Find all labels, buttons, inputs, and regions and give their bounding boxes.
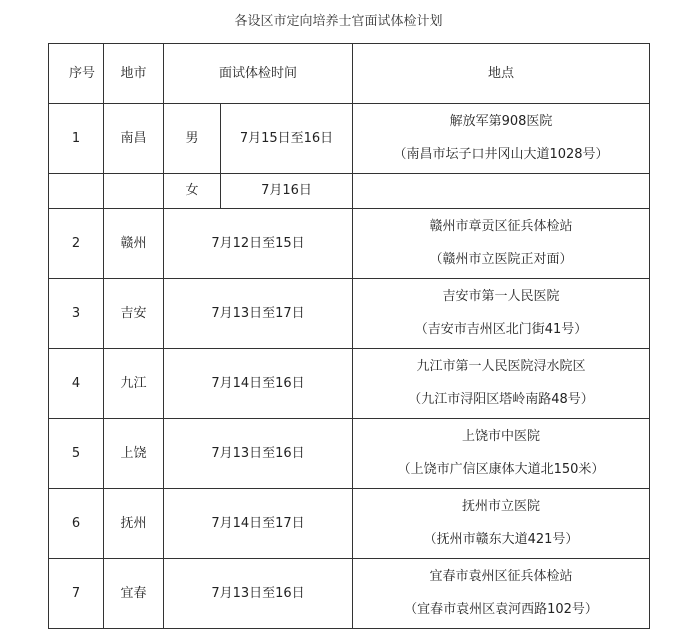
row-location — [353, 279, 650, 349]
header-index: 序号 — [49, 44, 104, 104]
row-location — [353, 349, 650, 419]
location-address: （吉安市吉州区北门街41号） — [414, 322, 588, 337]
table-row — [49, 419, 650, 489]
table-row-nanchang-male — [49, 104, 650, 174]
table-row — [49, 489, 650, 559]
location-name: 赣州市章贡区征兵体检站 — [429, 219, 573, 234]
row-location — [353, 489, 650, 559]
row-city: 吉安 — [104, 279, 164, 349]
row-index: 2 — [49, 209, 104, 279]
location-name: 上饶市中医院 — [461, 429, 540, 444]
header-time: 面试体检时间 — [164, 44, 353, 104]
location-name: 吉安市第一人民医院 — [442, 289, 560, 304]
row-index: 3 — [49, 279, 104, 349]
row-index: 6 — [49, 489, 104, 559]
row-city: 南昌 — [104, 104, 164, 174]
row-time: 7月14日至17日 — [164, 489, 353, 559]
header-city: 地市 — [104, 44, 164, 104]
row-time: 7月13日至16日 — [164, 559, 353, 629]
location-address: （南昌市坛子口井冈山大道1028号） — [393, 147, 609, 162]
location-name: 抚州市立医院 — [461, 499, 540, 514]
location-name: 解放军第908医院 — [449, 114, 553, 129]
row-location — [353, 559, 650, 629]
table-row-nanchang-female — [49, 174, 650, 209]
empty-cell — [104, 174, 164, 209]
location-name: 九江市第一人民医院浔水院区 — [416, 359, 586, 374]
female-time: 7月16日 — [221, 174, 353, 209]
table-row — [49, 349, 650, 419]
empty-cell — [49, 174, 104, 209]
row-time: 7月13日至17日 — [164, 279, 353, 349]
location-address: （九江市浔阳区塔岭南路48号） — [408, 392, 594, 407]
location-address: （赣州市立医院正对面） — [429, 252, 573, 267]
row-city: 上饶 — [104, 419, 164, 489]
male-time: 7月15日至16日 — [221, 104, 353, 174]
male-label: 男 — [164, 104, 221, 174]
location-name: 宜春市袁州区征兵体检站 — [429, 569, 573, 584]
row-location — [353, 209, 650, 279]
location-address: （宜春市袁州区袁河西路102号） — [404, 602, 598, 617]
page-title: 各设区市定向培养士官面试体检计划 — [234, 14, 443, 29]
row-index: 7 — [49, 559, 104, 629]
location-address: （抚州市赣东大道421号） — [423, 532, 579, 547]
schedule-table — [48, 43, 650, 629]
table-row — [49, 279, 650, 349]
female-label: 女 — [164, 174, 221, 209]
row-time: 7月14日至16日 — [164, 349, 353, 419]
row-time: 7月13日至16日 — [164, 419, 353, 489]
row-time: 7月12日至15日 — [164, 209, 353, 279]
row-location — [353, 419, 650, 489]
table-row — [49, 209, 650, 279]
row-index: 5 — [49, 419, 104, 489]
row-city: 宜春 — [104, 559, 164, 629]
row-index: 4 — [49, 349, 104, 419]
row-index: 1 — [49, 104, 104, 174]
row-city: 九江 — [104, 349, 164, 419]
table-row — [49, 559, 650, 629]
location-address: （上饶市广信区康体大道北150米） — [397, 462, 605, 477]
row-city: 抚州 — [104, 489, 164, 559]
empty-cell — [353, 174, 650, 209]
row-city: 赣州 — [104, 209, 164, 279]
table-header-row — [49, 44, 650, 104]
header-location: 地点 — [353, 44, 650, 104]
row-location — [353, 104, 650, 174]
